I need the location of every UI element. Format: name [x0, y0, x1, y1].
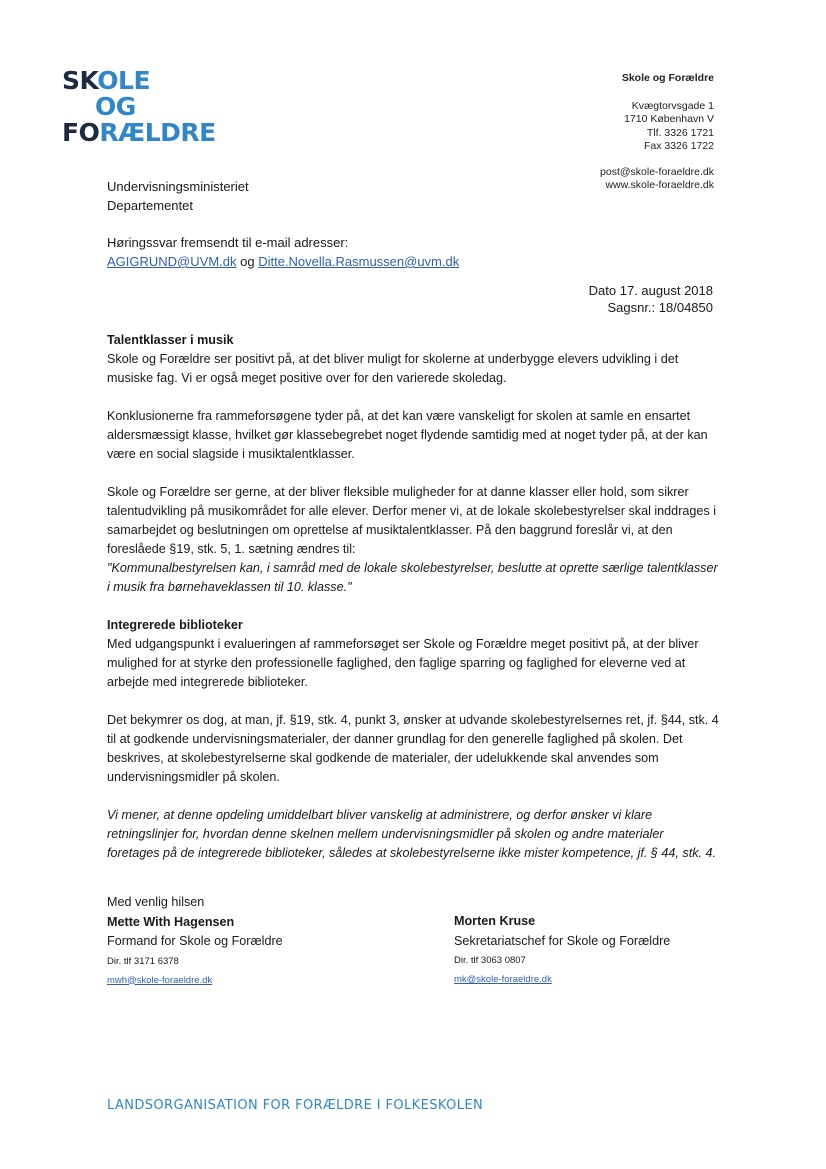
organization-logo: [62, 68, 216, 146]
signatory-title: Formand for Skole og Forældre: [107, 934, 283, 948]
paragraph-5: Det bekymrer os dog, at man, jf. §19, stk. 4, punkt 3, ønsker at udvande skolebestyrelsernes ret, jf. §44, stk. 4 til at godkende undervisningsmaterialer, der danner grundlag for den generelle faglighed på skolen. Det beskrives, at skolebestyrelserne skal godkende de materialer, der udelukkende skal anvendes som undervisningsmidler på skolen.: [107, 713, 719, 784]
signatory-name: Morten Kruse: [454, 914, 536, 928]
logo-line-og: OG: [95, 92, 136, 121]
email-link-agigrund[interactable]: AGIGRUND@UVM.dk: [107, 254, 237, 269]
sender-website: www.skole-foraeldre.dk: [605, 179, 714, 191]
sender-city: 1710 København V: [624, 113, 714, 125]
signatory-email-link[interactable]: mwh@skole-foraeldre.dk: [107, 974, 213, 986]
logo-line-skole: SKOLE: [62, 66, 151, 95]
sender-phone: Tlf. 3326 1721: [646, 126, 714, 139]
hearing-note: [107, 233, 459, 271]
heading-integrerede-biblioteker: Integrerede biblioteker: [107, 618, 243, 632]
letter-date: Dato 17. august 2018: [588, 283, 713, 298]
recipient-line-2: Departementet: [107, 198, 193, 213]
closing-greeting: Med venlig hilsen: [107, 895, 205, 909]
sender-fax: Fax 3326 1722: [643, 140, 714, 152]
sender-street: Kvægtorvsgade 1: [631, 99, 714, 112]
paragraph-3: Skole og Forældre ser gerne, at der bliver fleksible muligheder for at danne klasser eller hold, som sikrer talentudvikling på musikområdet for alle elever. Derfor mener vi, at de lokale skolebestyrelser skal inddrages i samarbejdet og beslutningen om oprettelse af musiktalentklasser. På den baggrund foreslår vi, at den foreslåede §19, stk. 5, 1. sætning ændres til:: [107, 485, 716, 556]
sender-org-name: Skole og Forældre: [621, 72, 714, 84]
paragraph-4: Med udgangspunkt i evalueringen af rammeforsøget ser Skole og Forældre meget positivt på, at der bliver mulighed for at styrke den professionelle faglighed, den faglige sparring og faglighed for eleverne ved at arbejde med integrerede biblioteker.: [107, 637, 699, 689]
letter-body: [107, 331, 719, 882]
paragraph-2: Konklusionerne fra rammeforsøgene tyder på, at det kan være vanskeligt for skolen at samle en ensartet aldersmæssigt klasse, hvilket gør klassebegrebet noget flydende samtidig med at noget tyder på, at der kan være en social slagside i musiktalentklasser.: [107, 409, 708, 461]
sender-email: post@skole-foraeldre.dk: [600, 165, 714, 178]
signature-block-1: [107, 893, 283, 990]
heading-talentklasser: Talentklasser i musik: [107, 333, 234, 347]
signature-block-2: [454, 912, 670, 989]
signatory-email-link[interactable]: mk@skole-foraeldre.dk: [454, 974, 552, 985]
case-number: Sagsnr.: 18/04850: [607, 300, 713, 315]
recipient-line-1: Undervisningsministeriet: [107, 179, 249, 194]
sender-address-block: [600, 72, 714, 193]
paragraph-3-quote: "Kommunalbestyrelsen kan, i samråd med de lokale skolebestyrelser, beslutte at oprette særlige talentklasser i musik fra børnehaveklassen til 10. klasse.": [107, 561, 718, 594]
signatory-name: Mette With Hagensen: [107, 914, 235, 929]
signatory-title: Sekretariatschef for Skole og Forældre: [454, 933, 671, 948]
hearing-emails: [107, 252, 459, 271]
signatory-phone: Dir. tlf 3063 0807: [454, 955, 526, 966]
signatory-phone: Dir. tlf 3171 6378: [107, 955, 179, 967]
logo-line-foraeldre: FORÆLDRE: [62, 118, 216, 147]
email-connector: og: [236, 254, 259, 269]
paragraph-6: Vi mener, at denne opdeling umiddelbart bliver vanskelig at administrere, og derfor ønsker vi klare retningslinjer for, hvordan denne skelnen mellem undervisningsmidler på skolen og andre materialer foretages på de integrerede biblioteker, således at skolebestyrelserne ikke mister kompetence, jf. § 44, stk. 4.: [107, 808, 717, 860]
footer-organization: LANDSORGANISATION FOR FORÆLDRE I FOLKESKOLEN: [107, 1098, 484, 1113]
spacer: [600, 154, 714, 166]
paragraph-1: Skole og Forældre ser positivt på, at det bliver muligt for skolerne at underbygge elevers udvikling i det musiske fag. Vi er også meget positive over for den varierede skoledag.: [107, 352, 679, 385]
date-block: [589, 282, 713, 316]
email-link-ditte[interactable]: Ditte.Novella.Rasmussen@uvm.dk: [258, 254, 460, 269]
recipient-block: [107, 177, 249, 215]
hearing-intro: Høringssvar fremsendt til e-mail adresser:: [107, 235, 349, 250]
paragraph-3-block: [107, 483, 719, 597]
